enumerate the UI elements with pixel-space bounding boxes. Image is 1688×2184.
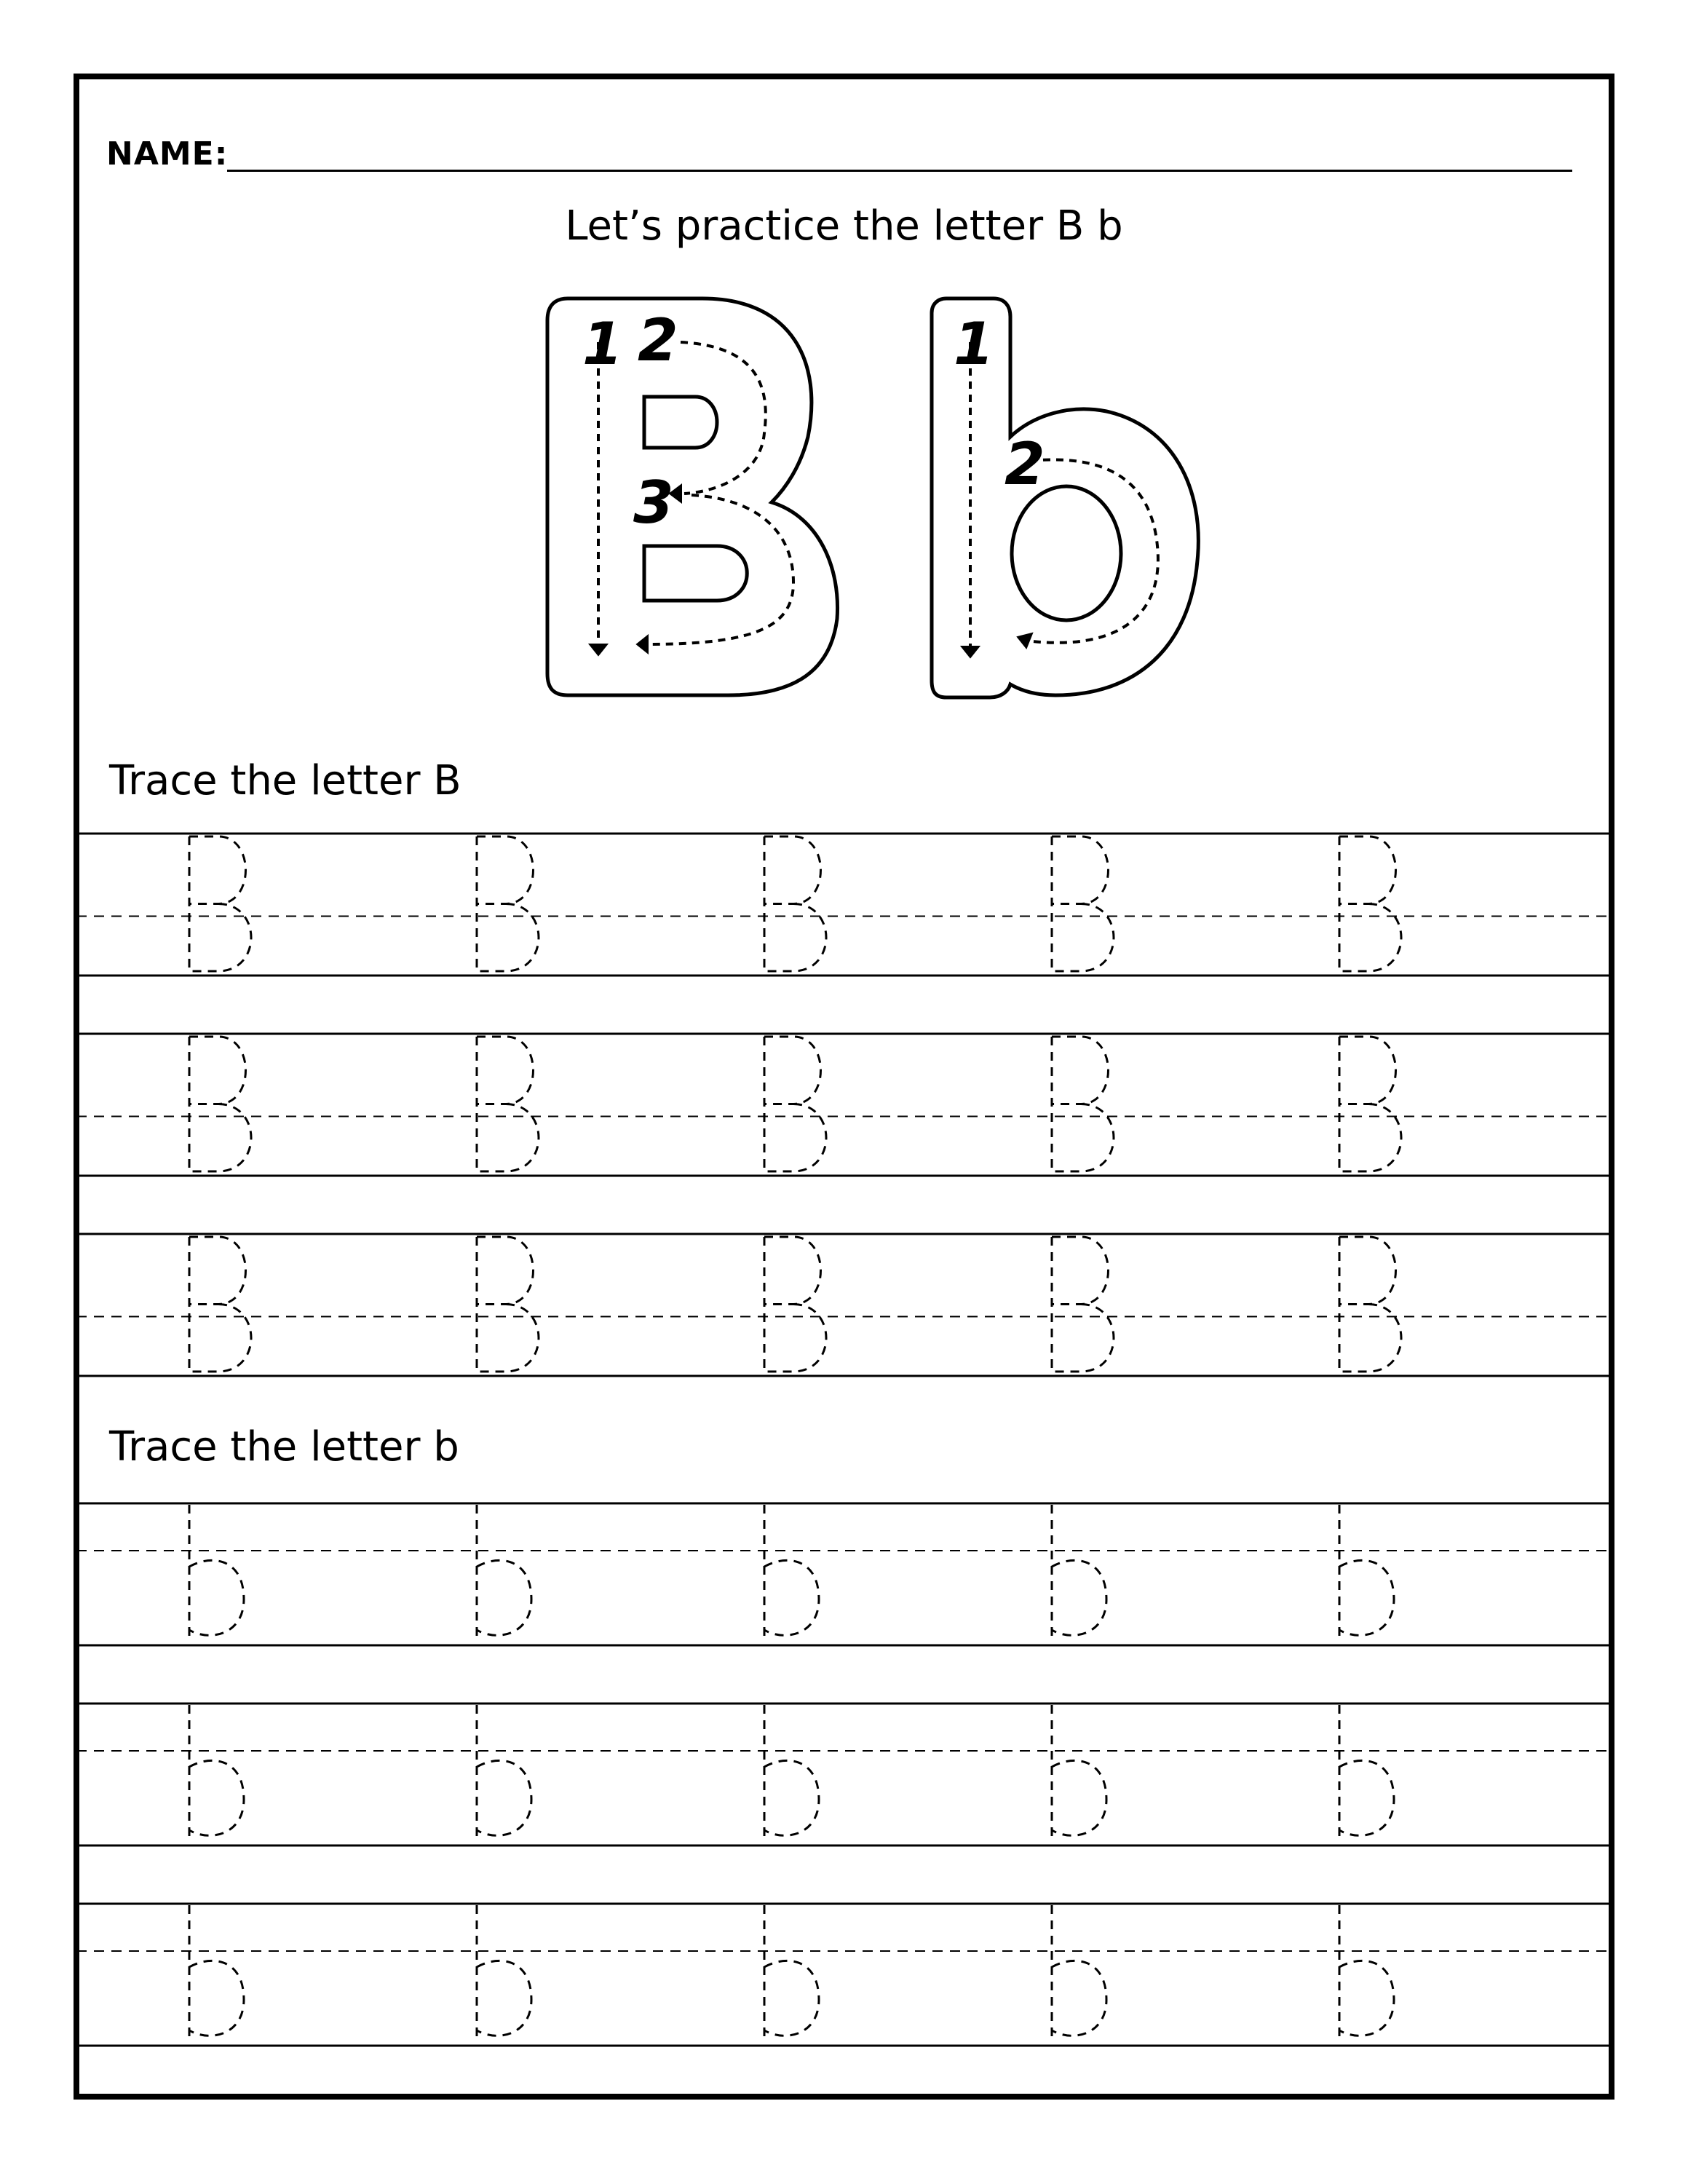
stroke-number-b-upper-1: 1 xyxy=(582,310,623,378)
trace-letter-B xyxy=(189,836,251,971)
trace-letter-B xyxy=(189,1037,251,1171)
trace-letter-b xyxy=(764,1705,819,1841)
trace-letter-B xyxy=(477,1037,539,1171)
name-label: NAME: xyxy=(106,135,229,173)
trace-letter-B xyxy=(189,1237,251,1372)
stroke-number-b-lower-1: 1 xyxy=(954,310,994,378)
trace-letter-b xyxy=(1052,1905,1106,2041)
trace-letter-b xyxy=(477,1705,531,1841)
trace-letter-b xyxy=(189,1505,244,1641)
trace-letter-B xyxy=(1052,836,1114,971)
trace-letter-b xyxy=(189,1905,244,2041)
stroke-number-b-lower-2: 2 xyxy=(1005,430,1045,498)
trace-letter-B xyxy=(1052,1037,1114,1171)
stroke-number-b-upper-2: 2 xyxy=(638,306,678,374)
trace-row-lowercase[interactable] xyxy=(76,1503,1612,1645)
trace-letter-b xyxy=(1052,1705,1106,1841)
trace-letter-B xyxy=(477,836,539,971)
trace-letter-B xyxy=(1052,1237,1114,1372)
trace-row-uppercase[interactable] xyxy=(76,834,1612,976)
trace-letter-B xyxy=(1339,836,1401,971)
trace-row-uppercase[interactable] xyxy=(76,1034,1612,1176)
stroke-number-b-upper-3: 3 xyxy=(633,469,674,537)
trace-row-lowercase[interactable] xyxy=(76,1704,1612,1845)
trace-letter-B xyxy=(764,1237,826,1372)
trace-row-lowercase[interactable] xyxy=(76,1904,1612,2046)
section-label-uppercase: Trace the letter B xyxy=(109,757,461,804)
section-label-lowercase: Trace the letter b xyxy=(109,1423,459,1471)
trace-letter-B xyxy=(764,836,826,971)
trace-letter-B xyxy=(1339,1037,1401,1171)
trace-letter-b xyxy=(1339,1705,1394,1841)
worksheet-title: Let’s practice the letter B b xyxy=(565,202,1123,250)
trace-letter-b xyxy=(764,1505,819,1641)
trace-row-uppercase[interactable] xyxy=(76,1234,1612,1376)
trace-letter-b xyxy=(764,1905,819,2041)
trace-letter-b xyxy=(1052,1505,1106,1641)
trace-letter-B xyxy=(477,1237,539,1372)
trace-letter-B xyxy=(1339,1237,1401,1372)
trace-letter-B xyxy=(764,1037,826,1171)
trace-letter-b xyxy=(477,1905,531,2041)
trace-letter-b xyxy=(189,1705,244,1841)
trace-letter-b xyxy=(477,1505,531,1641)
trace-letter-b xyxy=(1339,1505,1394,1641)
trace-letter-b xyxy=(1339,1905,1394,2041)
